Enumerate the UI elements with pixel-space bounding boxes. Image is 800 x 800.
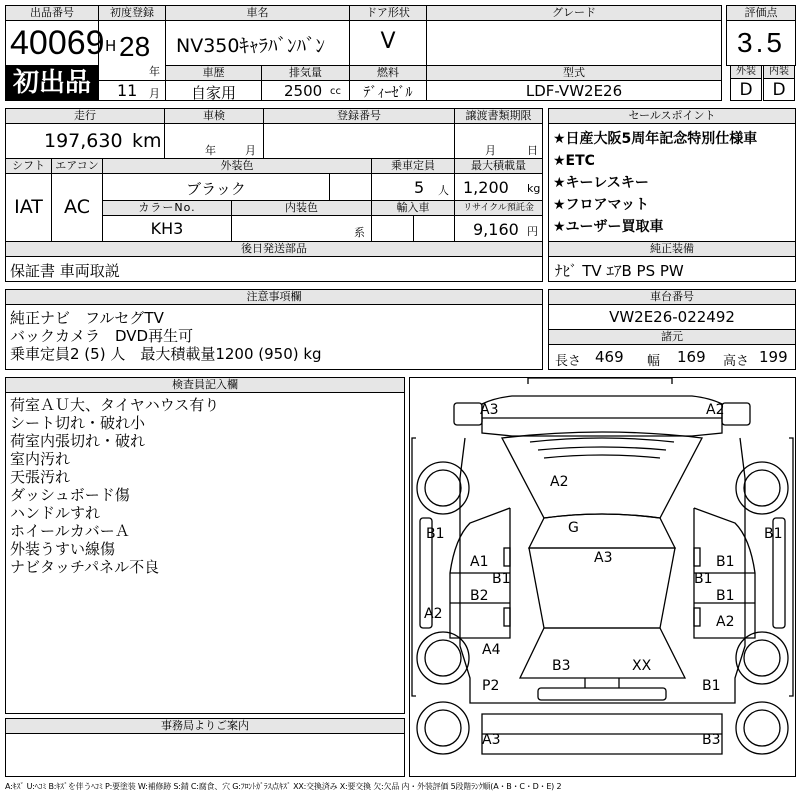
mark-b3-rear-bumper: B3 — [702, 732, 721, 748]
inspector-line: ダッシュボード傷 — [10, 486, 130, 504]
sales-points-list — [553, 130, 757, 236]
month-unit: 月 — [149, 87, 160, 100]
displacement-unit: cc — [330, 86, 341, 97]
fuel: ﾃﾞｨｰｾﾞﾙ — [363, 85, 413, 101]
mark-b1-right-sill: B1 — [694, 571, 713, 587]
equipment-label: 純正装備 — [548, 241, 796, 257]
inspection-month-unit: 月 — [245, 144, 256, 157]
inspector-line: 外装うすい線傷 — [10, 540, 116, 558]
car-name-label: 車名 — [165, 5, 350, 21]
door-label: ドア形状 — [349, 5, 427, 21]
notes-label: 注意事項欄 — [5, 289, 543, 305]
width: 169 — [677, 348, 706, 366]
color-box — [102, 173, 330, 201]
mark-a2-hood: A2 — [550, 474, 569, 490]
mark-b2-left-rear: B2 — [470, 588, 489, 604]
door-box — [349, 20, 427, 66]
later-parts-box — [5, 256, 543, 282]
mark-b1-left-mirror: B1 — [426, 526, 445, 542]
mark-a1-left-door: A1 — [470, 554, 489, 570]
lot-label: 出品番号 — [5, 5, 99, 21]
mark-p2-left-rear: P2 — [482, 678, 500, 694]
note-line: 純正ナビ フルセグTV — [10, 309, 164, 327]
mark-a2-front-right: A2 — [706, 402, 725, 418]
inspector-list — [10, 396, 219, 576]
notes-list — [10, 309, 322, 363]
inspector-line: 荷室内張切れ・破れ — [10, 432, 146, 450]
grade-label: グレード — [426, 5, 722, 21]
mark-g-windshield: G — [568, 520, 579, 536]
ac-label: エアコン — [51, 158, 103, 174]
ext-grade-label: 外装 — [730, 65, 762, 79]
load-box — [454, 173, 543, 201]
first-listing-badge: 初出品 — [5, 65, 99, 101]
chassis-label: 車台番号 — [548, 289, 796, 305]
recycle-fee: 9,160 — [473, 220, 519, 239]
color-label: 外装色 — [102, 158, 372, 174]
deadline-month-unit: 月 — [485, 144, 496, 157]
sales-point: ★キーレスキー — [553, 175, 649, 191]
inspection-box — [164, 123, 264, 159]
mark-b1-right-tail: B1 — [702, 678, 721, 694]
equipment: ﾅﾋﾞ TV ｴｱB PS PW — [555, 262, 684, 280]
deadline-day-unit: 日 — [527, 144, 538, 157]
length-label: 長さ — [555, 354, 582, 369]
displacement-box — [261, 80, 350, 101]
load-label: 最大積載量 — [454, 158, 543, 174]
sales-point: ★ETC — [553, 153, 595, 169]
sales-point: ★フロアマット — [553, 197, 649, 213]
grade-box — [426, 20, 722, 66]
shift-box — [5, 173, 52, 242]
history-label: 車歴 — [165, 65, 262, 81]
ac: AC — [64, 196, 90, 218]
mark-a3-front-left: A3 — [480, 402, 499, 418]
shift-label: シフト — [5, 158, 52, 174]
inspection-year-unit: 年 — [205, 144, 216, 157]
inspector-label: 検査員記入欄 — [5, 377, 405, 393]
inspector-line: ナビタッチパネル不良 — [10, 558, 160, 576]
mark-b1-right-door: B1 — [716, 554, 735, 570]
office-label: 事務局よりご案内 — [5, 718, 405, 734]
office-box — [5, 733, 405, 777]
plate-label: 登録番号 — [263, 108, 455, 124]
height-label: 高さ — [723, 354, 750, 369]
first-reg-label: 初度登録 — [98, 5, 166, 21]
inspector-line: 室内汚れ — [10, 450, 71, 468]
ext-grade-box — [730, 78, 762, 101]
shift: IAT — [14, 196, 43, 218]
year-unit: 年 — [149, 65, 160, 78]
sales-points-label: セールスポイント — [548, 108, 796, 124]
inspector-box — [5, 392, 405, 714]
later-parts: 保証書 車両取説 — [10, 262, 120, 280]
import-label: 輸入車 — [371, 200, 455, 216]
recycle-label: リサイクル預託金 — [454, 200, 543, 216]
history: 自家用 — [190, 84, 236, 102]
car-name-box — [165, 20, 350, 66]
color-no-label: カラーNo. — [102, 200, 232, 216]
model-box — [426, 80, 722, 101]
int-grade: D — [772, 80, 786, 100]
import-box-2 — [413, 215, 455, 242]
int-grade-box — [763, 78, 795, 101]
reg-month-box — [98, 80, 166, 101]
deadline-box — [454, 123, 543, 159]
model: LDF-VW2E26 — [525, 82, 623, 100]
ac-box — [51, 173, 103, 242]
inspector-line: ハンドルすれ — [10, 504, 101, 522]
equipment-box — [548, 256, 796, 282]
legend: A:ｷｽﾞ U:ﾍｺﾐ B:ｷｽﾞを伴うﾍｺﾐ P:要塗装 W:補修跡 S:錆 C:腐食、穴 G:ﾌﾛﾝﾄｶﾞﾗｽ点ｷｽﾞ XX:交換済み X:要交換 欠:欠品 内・外装評価 5段階ﾗﾝｸ順(A・B・C・D・E) 2 — [5, 782, 562, 791]
mark-a3-roof: A3 — [594, 550, 613, 566]
reg-year: 28 — [119, 31, 151, 62]
door-type: V — [380, 29, 396, 54]
chassis-number: VW2E26-022492 — [609, 308, 735, 326]
inspection-label: 車検 — [164, 108, 264, 124]
car-name: NV350ｷｬﾗﾊﾞﾝﾊﾞﾝ — [176, 35, 325, 57]
lot-number: 40069 — [10, 24, 105, 62]
mark-a3-rear-bumper: A3 — [482, 732, 501, 748]
import-box-1 — [371, 215, 414, 242]
mark-a4-left-quarter: A4 — [482, 642, 501, 658]
sales-point: ★ユーザー買取車 — [553, 219, 664, 235]
inspector-line: ホイールカバーＡ — [10, 522, 130, 540]
mark-b1-right-rear: B1 — [716, 588, 735, 604]
score: 3.5 — [737, 27, 785, 58]
later-parts-label: 後日発送部品 — [5, 241, 543, 257]
mark-b3-rear: B3 — [552, 658, 571, 674]
width-label: 幅 — [647, 354, 661, 369]
history-box — [165, 80, 262, 101]
mileage-box — [5, 123, 165, 159]
dims-box — [548, 344, 796, 370]
capacity-box — [371, 173, 455, 201]
reg-month: 11 — [117, 81, 138, 100]
sales-point: ★日産大阪5周年記念特別仕様車 — [553, 131, 758, 147]
inspector-line: 荷室ＡＵ大、タイヤハウス有り — [10, 396, 220, 414]
recycle-box — [454, 215, 543, 242]
inspector-line: 天張汚れ — [10, 468, 71, 486]
deadline-label: 譲渡書類期限 — [454, 108, 543, 124]
recycle-unit: 円 — [527, 225, 538, 238]
length: 469 — [595, 348, 624, 366]
int-color-box — [231, 215, 372, 242]
load: 1,200 — [463, 178, 509, 197]
displacement: 2500 — [284, 82, 323, 100]
dims-label: 諸元 — [548, 329, 796, 345]
era: H — [105, 37, 117, 55]
int-color-unit: 系 — [354, 226, 365, 239]
inspector-line: シート切れ・破れ小 — [10, 414, 146, 432]
first-reg-box — [98, 20, 166, 81]
car-outline-svg — [410, 378, 795, 776]
color: ブラック — [186, 180, 246, 198]
score-label: 評価点 — [726, 5, 796, 21]
mark-xx-rear: XX — [632, 658, 652, 674]
mark-b1-right-mirror: B1 — [764, 526, 783, 542]
score-box — [726, 20, 796, 66]
height: 199 — [759, 348, 788, 366]
int-color-label: 内装色 — [231, 200, 372, 216]
model-label: 型式 — [426, 65, 722, 81]
displacement-label: 排気量 — [261, 65, 350, 81]
mark-b1-left-sill: B1 — [492, 571, 511, 587]
chassis-box — [548, 304, 796, 330]
fuel-label: 燃料 — [349, 65, 427, 81]
capacity-unit: 人 — [438, 184, 449, 197]
color-no: KH3 — [150, 219, 184, 238]
mileage-label: 走行 — [5, 108, 165, 124]
fuel-box — [349, 80, 427, 101]
notes-box — [5, 304, 543, 370]
mileage: 197,630 — [44, 130, 123, 152]
color-no-box — [102, 215, 232, 242]
damage-diagram — [409, 377, 796, 777]
capacity: 5 — [414, 178, 425, 197]
mileage-unit: km — [132, 130, 162, 152]
plate-box — [263, 123, 455, 159]
sales-points-box — [548, 123, 796, 242]
int-grade-label: 内装 — [763, 65, 795, 79]
capacity-label: 乗車定員 — [371, 158, 455, 174]
mark-a2-right-rear: A2 — [716, 614, 735, 630]
lot-box — [5, 20, 105, 66]
color-extra-box — [329, 173, 372, 201]
note-line: 乗車定員2 (5) 人 最大積載量1200 (950) kg — [10, 345, 322, 363]
load-unit: kg — [527, 182, 541, 195]
ext-grade: D — [739, 80, 753, 100]
mark-a2-left-side: A2 — [424, 606, 443, 622]
note-line: バックカメラ DVD再生可 — [10, 327, 194, 345]
